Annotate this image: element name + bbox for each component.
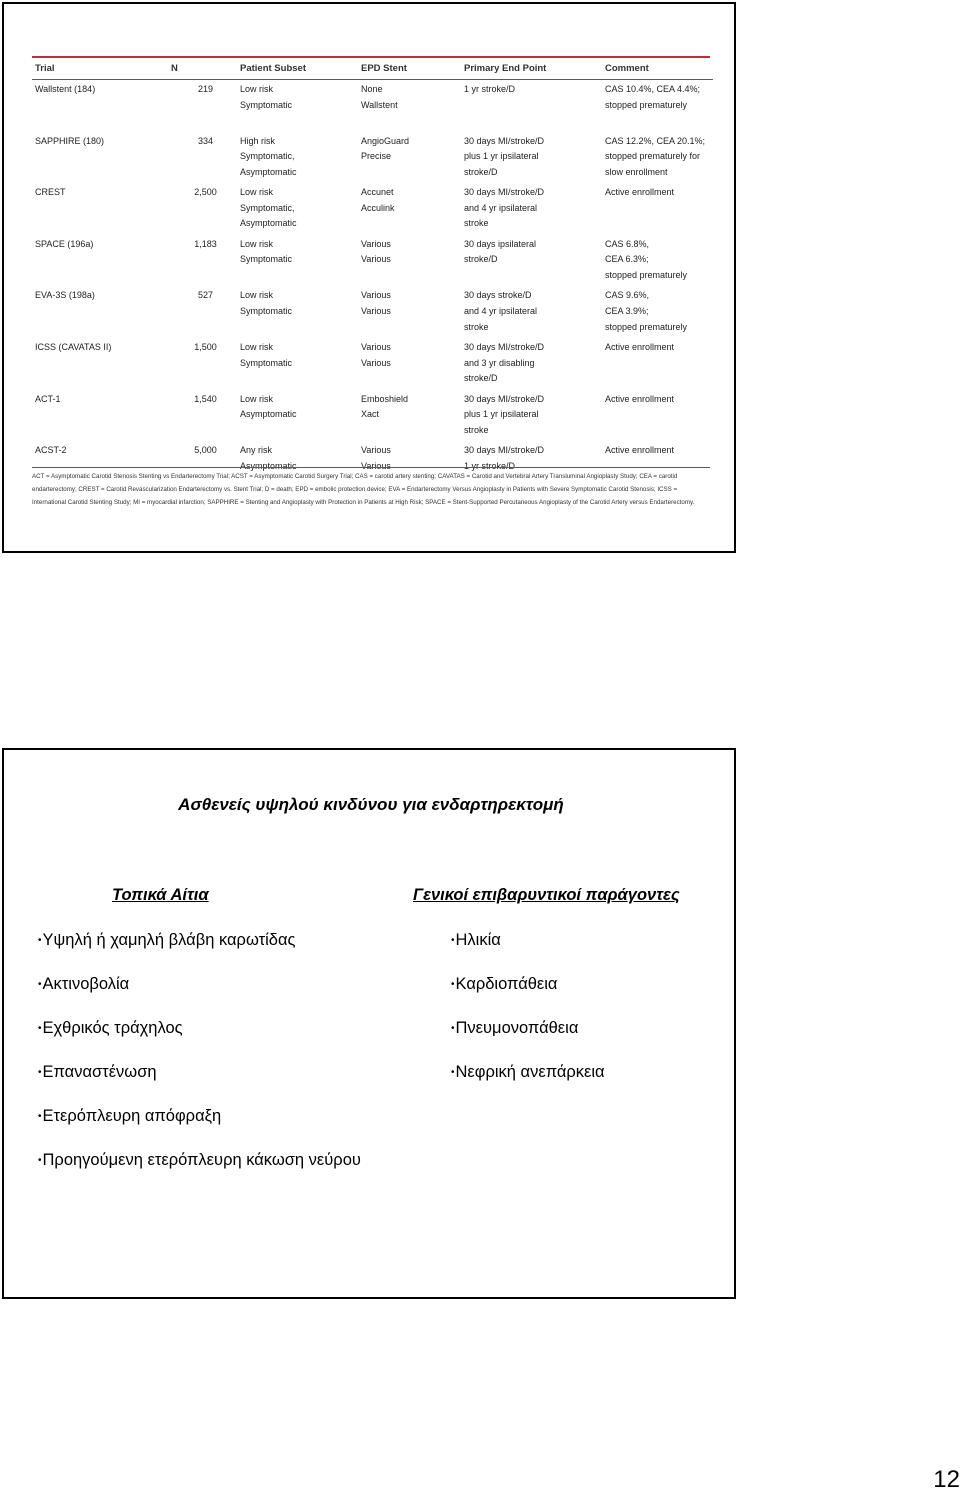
slide-title: Ασθενείς υψηλού κινδύνου για ενδαρτηρεκτομή (178, 795, 564, 814)
cell-comment: CAS 6.8%, CEA 6.3%; stopped prematurely (605, 238, 688, 280)
list-item: • Προηγούμενη ετερόπλευρη κάκωση νεύρου (38, 1150, 361, 1194)
cell-n: 334 (197, 135, 214, 146)
cell-trial: ICSS (CAVATAS II) (35, 341, 112, 352)
cell-patient-subset: Low risk Symptomatic (240, 84, 293, 110)
cell-primary-end-point: 1 yr stroke/D (464, 84, 516, 94)
cell-primary-end-point: 30 days stroke/D and 4 yr ipsilateral stroke (464, 290, 538, 332)
trials-table (32, 59, 713, 493)
cell-epd-stent: Various Various (361, 445, 391, 471)
list-item: • Εχθρικός τράχηλος (38, 1018, 361, 1062)
cell-trial: CREST (35, 187, 66, 198)
cell-epd-stent: Accunet Acculink (361, 187, 395, 213)
cell-comment: Active enrollment (605, 393, 675, 404)
table-row (32, 338, 713, 390)
trials-table-container (32, 56, 710, 493)
table-row (32, 132, 713, 184)
cell-epd-stent: Various Various (361, 341, 391, 368)
cell-epd-stent: Emboshield Xact (361, 393, 409, 420)
cell-n: 2,500 (194, 187, 217, 198)
cell-patient-subset: Low risk Symptomatic (240, 341, 293, 368)
table-footnote: ACT = Asymptomatic Carotid Stenosis Stenting vs Endarterectomy Trial; ACST = Asymptomatic Carotid Surgery Trial; CAS = carotid artery stenting; CAVATAS = Carotid and Vertebral Artery Transluminal Angioplasty Study; CEA = carotid endarterectomy; CREST = Carotid Revascularization Endarterectomy vs. Stent Trial; D = death; EPD = embolic protection device; EVA = Endarterectomy Versus Angioplasty in Patients with Severe Symptomatic Carotid Stenosis; ICSS = International Carotid Stenting Study; MI = myocardial infarction; SAPPHIRE = Stenting and Angioplasty with Protection in Patients at High Risk; SPACE = Stent-Supported Percutaneous Angioplasty of the Carotid Artery versus Endarterectomy. (32, 467, 710, 510)
list-item: • Πνευμονοπάθεια (451, 1018, 605, 1062)
cell-primary-end-point: 30 days MI/stroke/D plus 1 yr ipsilateral stroke (464, 393, 545, 435)
cell-n: 5,000 (194, 445, 217, 456)
table-row (32, 80, 713, 132)
cell-epd-stent: Various Various (361, 290, 391, 316)
cell-primary-end-point: 30 days MI/stroke/D plus 1 yr ipsilateral stroke/D (464, 135, 545, 177)
cell-trial: SAPPHIRE (180) (35, 135, 105, 146)
cell-n: 219 (197, 84, 214, 94)
table-header-row (32, 59, 713, 80)
cell-comment: CAS 10.4%, CEA 4.4%; stopped prematurely (605, 84, 701, 110)
cell-patient-subset: Any risk Asymptomatic (240, 445, 297, 471)
table-row (32, 235, 713, 287)
local-causes-heading: Τοπικά Αίτια (112, 886, 209, 904)
list-item: • Επαναστένωση (38, 1062, 361, 1106)
trials-table-body (32, 80, 713, 493)
cell-trial: ACT-1 (35, 393, 61, 404)
cell-comment: CAS 12.2%, CEA 20.1%; stopped prematurely for slow enrollment (605, 135, 706, 177)
cell-trial: SPACE (196a) (35, 238, 94, 249)
table-slide (2, 2, 736, 553)
list-item: • Υψηλή ή χαμηλή βλάβη καρωτίδας (38, 930, 361, 974)
page-number: 12 (933, 1466, 960, 1493)
cell-comment: Active enrollment (605, 445, 675, 456)
cell-trial: Wallstent (184) (35, 84, 96, 94)
cell-epd-stent: AngioGuard Precise (361, 135, 410, 162)
cell-epd-stent: Various Various (361, 238, 391, 265)
cell-patient-subset: High risk Symptomatic, Asymptomatic (240, 135, 297, 177)
local-causes-list (38, 930, 361, 1194)
list-item: • Νεφρική ανεπάρκεια (451, 1062, 605, 1106)
header-n: N (171, 59, 240, 80)
cell-primary-end-point: 30 days MI/stroke/D and 4 yr ipsilateral stroke (464, 187, 545, 229)
cell-comment: CAS 9.6%, CEA 3.9%; stopped prematurely (605, 290, 688, 332)
list-item: • Ακτινοβολία (38, 974, 361, 1018)
header-patient-subset: Patient Subset (240, 59, 361, 80)
cell-comment: Active enrollment (605, 341, 675, 352)
table-top-rule (32, 56, 710, 58)
cell-n: 1,500 (194, 341, 217, 352)
general-factors-heading: Γενικοί επιβαρυντικοί παράγοντες (413, 886, 680, 904)
cell-primary-end-point: 30 days MI/stroke/D 1 yr stroke/D (464, 445, 545, 471)
cell-trial: EVA-3S (198a) (35, 290, 95, 301)
table-row (32, 390, 713, 442)
cell-comment: Active enrollment (605, 187, 675, 198)
general-factors-list (451, 930, 605, 1106)
risk-factors-slide (2, 748, 736, 1299)
cell-trial: ACST-2 (35, 445, 67, 456)
table-row (32, 183, 713, 235)
list-item: • Καρδιοπάθεια (451, 974, 605, 1018)
cell-n: 527 (197, 290, 214, 301)
header-epd-stent: EPD Stent (361, 59, 464, 80)
cell-epd-stent: None Wallstent (361, 84, 398, 110)
cell-patient-subset: Low risk Symptomatic (240, 290, 293, 316)
cell-patient-subset: Low risk Symptomatic, Asymptomatic (240, 187, 297, 229)
list-item: • Ηλικία (451, 930, 605, 974)
header-primary-end-point: Primary End Point (464, 59, 605, 80)
cell-primary-end-point: 30 days MI/stroke/D and 3 yr disabling stroke/D (464, 341, 545, 384)
cell-patient-subset: Low risk Symptomatic (240, 238, 293, 265)
cell-primary-end-point: 30 days ipsilateral stroke/D (464, 238, 537, 265)
list-item: • Ετερόπλευρη απόφραξη (38, 1106, 361, 1150)
header-trial: Trial (32, 59, 171, 80)
cell-n: 1,183 (194, 238, 217, 249)
cell-n: 1,540 (194, 393, 217, 404)
header-comment: Comment (605, 59, 713, 80)
cell-patient-subset: Low risk Asymptomatic (240, 393, 297, 420)
table-row (32, 286, 713, 338)
